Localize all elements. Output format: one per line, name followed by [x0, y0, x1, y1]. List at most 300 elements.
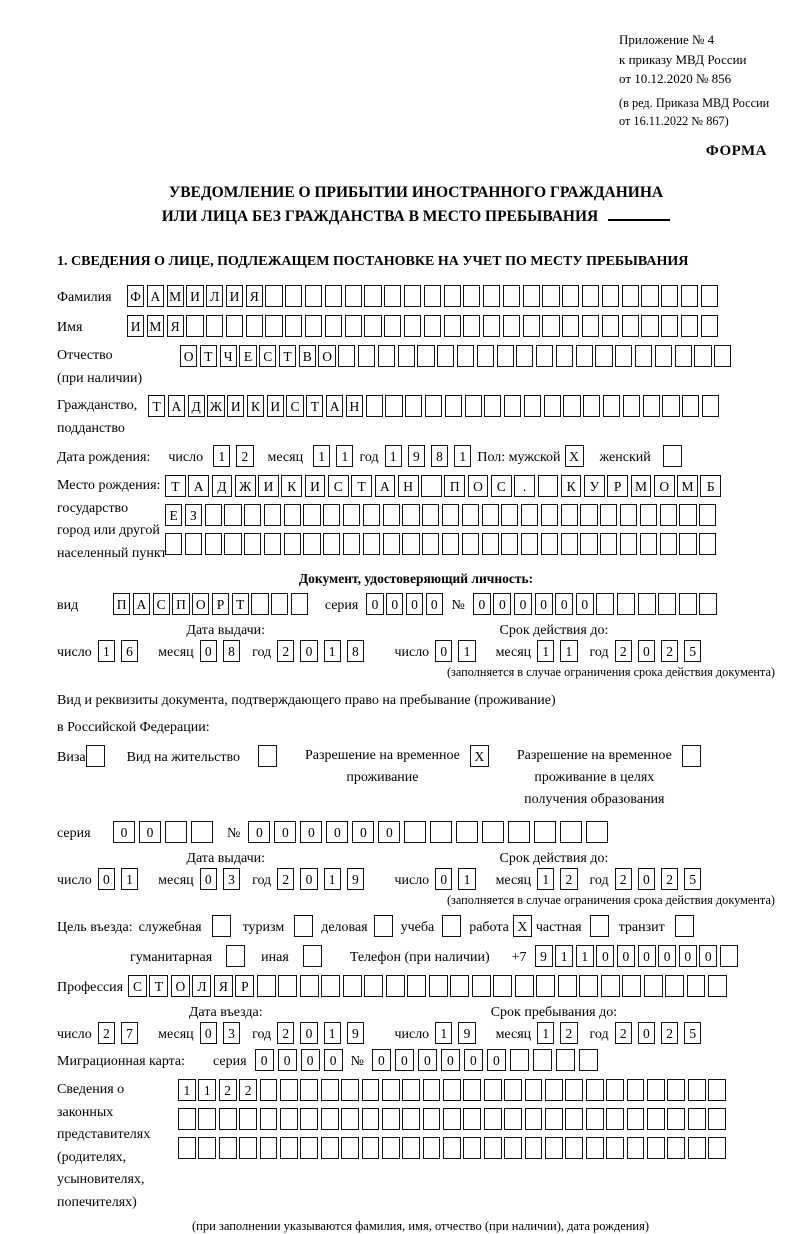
char-cell[interactable]: 0 — [248, 821, 270, 843]
char-cell[interactable] — [600, 504, 617, 526]
char-cell[interactable]: 0 — [366, 593, 383, 615]
char-cell[interactable]: Т — [165, 475, 186, 497]
char-cell[interactable] — [508, 821, 530, 843]
char-cell[interactable] — [338, 345, 355, 367]
char-cell[interactable] — [280, 1108, 298, 1130]
char-cell[interactable]: 1 — [213, 445, 230, 467]
char-cell[interactable] — [640, 533, 657, 555]
char-cell[interactable]: У — [584, 475, 605, 497]
char-cell[interactable]: 2 — [661, 640, 678, 662]
char-cell[interactable]: О — [468, 475, 489, 497]
char-cell[interactable] — [224, 533, 241, 555]
char-cell[interactable]: 9 — [347, 1022, 364, 1044]
char-cell[interactable] — [694, 345, 711, 367]
char-cell[interactable] — [580, 533, 597, 555]
char-cell[interactable] — [465, 395, 482, 417]
char-cell[interactable] — [483, 315, 500, 337]
rvp-education-checkbox[interactable] — [682, 745, 701, 767]
char-cell[interactable]: 2 — [277, 868, 294, 890]
char-cell[interactable]: 1 — [537, 640, 554, 662]
char-cell[interactable] — [484, 395, 501, 417]
char-cell[interactable] — [504, 1108, 522, 1130]
char-cell[interactable] — [562, 315, 579, 337]
char-cell[interactable] — [615, 345, 632, 367]
char-cell[interactable] — [457, 345, 474, 367]
char-cell[interactable]: 3 — [223, 868, 240, 890]
char-cell[interactable]: 2 — [615, 868, 632, 890]
char-cell[interactable] — [364, 975, 383, 997]
char-cell[interactable]: 0 — [300, 868, 317, 890]
char-cell[interactable]: А — [375, 475, 396, 497]
char-cell[interactable] — [384, 315, 401, 337]
char-cell[interactable]: И — [227, 395, 244, 417]
char-cell[interactable] — [291, 593, 308, 615]
char-cell[interactable] — [638, 593, 656, 615]
char-cell[interactable]: Ч — [220, 345, 237, 367]
char-cell[interactable] — [244, 504, 261, 526]
char-cell[interactable] — [579, 1049, 598, 1071]
char-cell[interactable] — [404, 285, 421, 307]
purpose-humanitarian-checkbox[interactable] — [226, 945, 245, 967]
char-cell[interactable] — [264, 533, 281, 555]
char-cell[interactable] — [244, 533, 261, 555]
char-cell[interactable] — [463, 1137, 481, 1159]
purpose-tourism-checkbox[interactable] — [294, 915, 313, 937]
char-cell[interactable] — [219, 1108, 237, 1130]
char-cell[interactable] — [206, 315, 223, 337]
char-cell[interactable] — [300, 1079, 318, 1101]
char-cell[interactable] — [482, 533, 499, 555]
char-cell[interactable] — [442, 533, 459, 555]
char-cell[interactable]: 1 — [198, 1079, 216, 1101]
char-cell[interactable]: 1 — [336, 445, 353, 467]
char-cell[interactable]: 1 — [178, 1079, 196, 1101]
char-cell[interactable]: К — [247, 395, 264, 417]
char-cell[interactable] — [264, 504, 281, 526]
char-cell[interactable] — [278, 975, 297, 997]
char-cell[interactable]: . — [514, 475, 535, 497]
char-cell[interactable]: 0 — [300, 821, 322, 843]
char-cell[interactable]: 0 — [352, 821, 374, 843]
char-cell[interactable] — [662, 395, 679, 417]
char-cell[interactable] — [482, 821, 504, 843]
char-cell[interactable] — [398, 345, 415, 367]
char-cell[interactable]: С — [286, 395, 303, 417]
char-cell[interactable] — [503, 285, 520, 307]
char-cell[interactable]: 0 — [638, 868, 655, 890]
char-cell[interactable] — [246, 315, 263, 337]
char-cell[interactable]: 2 — [277, 1022, 294, 1044]
char-cell[interactable] — [661, 315, 678, 337]
char-cell[interactable] — [484, 1079, 502, 1101]
char-cell[interactable] — [260, 1137, 278, 1159]
char-cell[interactable] — [681, 285, 698, 307]
char-cell[interactable] — [556, 1049, 575, 1071]
char-cell[interactable] — [658, 593, 676, 615]
char-cell[interactable]: 2 — [661, 868, 678, 890]
char-cell[interactable]: Н — [398, 475, 419, 497]
char-cell[interactable] — [667, 1108, 685, 1130]
char-cell[interactable] — [647, 1079, 665, 1101]
char-cell[interactable]: К — [281, 475, 302, 497]
char-cell[interactable] — [635, 345, 652, 367]
char-cell[interactable]: 0 — [638, 945, 656, 967]
char-cell[interactable] — [477, 345, 494, 367]
char-cell[interactable] — [586, 1137, 604, 1159]
char-cell[interactable] — [665, 975, 684, 997]
char-cell[interactable]: 0 — [426, 593, 443, 615]
char-cell[interactable] — [484, 1108, 502, 1130]
char-cell[interactable]: Я — [214, 975, 233, 997]
char-cell[interactable] — [205, 504, 222, 526]
char-cell[interactable] — [384, 285, 401, 307]
char-cell[interactable]: 0 — [418, 1049, 437, 1071]
char-cell[interactable]: 0 — [300, 640, 317, 662]
char-cell[interactable] — [343, 533, 360, 555]
char-cell[interactable] — [627, 1079, 645, 1101]
char-cell[interactable] — [544, 395, 561, 417]
char-cell[interactable]: М — [167, 285, 184, 307]
char-cell[interactable]: О — [318, 345, 335, 367]
char-cell[interactable] — [525, 1079, 543, 1101]
char-cell[interactable] — [364, 285, 381, 307]
char-cell[interactable]: 8 — [347, 640, 364, 662]
char-cell[interactable]: Т — [200, 345, 217, 367]
char-cell[interactable]: 2 — [236, 445, 253, 467]
char-cell[interactable] — [643, 395, 660, 417]
char-cell[interactable] — [358, 345, 375, 367]
char-cell[interactable] — [641, 285, 658, 307]
char-cell[interactable]: 2 — [98, 1022, 115, 1044]
char-cell[interactable] — [620, 533, 637, 555]
char-cell[interactable]: А — [133, 593, 150, 615]
char-cell[interactable]: 0 — [255, 1049, 274, 1071]
char-cell[interactable]: И — [127, 315, 144, 337]
char-cell[interactable]: 0 — [200, 640, 217, 662]
char-cell[interactable] — [701, 315, 718, 337]
purpose-private-checkbox[interactable] — [590, 915, 609, 937]
char-cell[interactable]: М — [631, 475, 652, 497]
char-cell[interactable] — [565, 1108, 583, 1130]
char-cell[interactable]: 0 — [301, 1049, 320, 1071]
char-cell[interactable]: П — [113, 593, 130, 615]
char-cell[interactable]: 2 — [219, 1079, 237, 1101]
char-cell[interactable] — [667, 1079, 685, 1101]
char-cell[interactable]: А — [326, 395, 343, 417]
char-cell[interactable]: Н — [346, 395, 363, 417]
char-cell[interactable]: 8 — [223, 640, 240, 662]
char-cell[interactable] — [647, 1137, 665, 1159]
char-cell[interactable] — [582, 315, 599, 337]
char-cell[interactable] — [265, 285, 282, 307]
char-cell[interactable] — [681, 315, 698, 337]
char-cell[interactable] — [260, 1079, 278, 1101]
char-cell[interactable] — [622, 315, 639, 337]
char-cell[interactable]: 0 — [98, 868, 115, 890]
char-cell[interactable] — [679, 533, 696, 555]
rvp-checkbox[interactable]: X — [470, 745, 489, 767]
char-cell[interactable] — [385, 395, 402, 417]
char-cell[interactable] — [606, 1079, 624, 1101]
char-cell[interactable] — [545, 1137, 563, 1159]
char-cell[interactable]: З — [185, 504, 202, 526]
char-cell[interactable] — [516, 345, 533, 367]
char-cell[interactable] — [525, 1108, 543, 1130]
char-cell[interactable] — [560, 821, 582, 843]
char-cell[interactable]: А — [188, 475, 209, 497]
char-cell[interactable]: М — [147, 315, 164, 337]
char-cell[interactable] — [423, 1137, 441, 1159]
char-cell[interactable]: С — [259, 345, 276, 367]
char-cell[interactable] — [363, 504, 380, 526]
char-cell[interactable] — [443, 1108, 461, 1130]
purpose-study-checkbox[interactable] — [442, 915, 461, 937]
char-cell[interactable] — [708, 1137, 726, 1159]
char-cell[interactable] — [402, 504, 419, 526]
char-cell[interactable]: Т — [351, 475, 372, 497]
char-cell[interactable]: 2 — [239, 1079, 257, 1101]
char-cell[interactable] — [596, 593, 614, 615]
char-cell[interactable] — [280, 1079, 298, 1101]
char-cell[interactable] — [497, 345, 514, 367]
char-cell[interactable]: 1 — [458, 640, 475, 662]
char-cell[interactable] — [606, 1108, 624, 1130]
char-cell[interactable] — [321, 1137, 339, 1159]
char-cell[interactable] — [463, 285, 480, 307]
char-cell[interactable] — [679, 593, 697, 615]
char-cell[interactable] — [303, 533, 320, 555]
char-cell[interactable] — [699, 593, 717, 615]
char-cell[interactable]: 0 — [378, 821, 400, 843]
char-cell[interactable]: 9 — [347, 868, 364, 890]
char-cell[interactable] — [323, 533, 340, 555]
char-cell[interactable] — [627, 1137, 645, 1159]
char-cell[interactable]: Л — [206, 285, 223, 307]
char-cell[interactable] — [583, 395, 600, 417]
char-cell[interactable] — [462, 533, 479, 555]
char-cell[interactable]: 1 — [458, 868, 475, 890]
char-cell[interactable]: 0 — [406, 593, 423, 615]
char-cell[interactable] — [443, 1137, 461, 1159]
char-cell[interactable] — [504, 1079, 522, 1101]
char-cell[interactable] — [524, 395, 541, 417]
char-cell[interactable] — [622, 975, 641, 997]
char-cell[interactable] — [422, 533, 439, 555]
char-cell[interactable]: Е — [165, 504, 182, 526]
char-cell[interactable] — [534, 821, 556, 843]
char-cell[interactable] — [483, 285, 500, 307]
char-cell[interactable] — [562, 285, 579, 307]
char-cell[interactable] — [542, 285, 559, 307]
char-cell[interactable] — [363, 533, 380, 555]
char-cell[interactable]: 2 — [560, 868, 577, 890]
char-cell[interactable]: 0 — [487, 1049, 506, 1071]
char-cell[interactable] — [362, 1137, 380, 1159]
purpose-official-checkbox[interactable] — [212, 915, 231, 937]
char-cell[interactable] — [383, 533, 400, 555]
char-cell[interactable] — [525, 1137, 543, 1159]
char-cell[interactable] — [265, 315, 282, 337]
char-cell[interactable]: 0 — [372, 1049, 391, 1071]
char-cell[interactable]: 0 — [274, 821, 296, 843]
char-cell[interactable]: 0 — [324, 1049, 343, 1071]
char-cell[interactable] — [345, 285, 362, 307]
char-cell[interactable]: 1 — [555, 945, 573, 967]
char-cell[interactable] — [641, 315, 658, 337]
char-cell[interactable]: 3 — [223, 1022, 240, 1044]
char-cell[interactable] — [424, 315, 441, 337]
char-cell[interactable] — [305, 285, 322, 307]
char-cell[interactable] — [660, 533, 677, 555]
char-cell[interactable] — [257, 975, 276, 997]
char-cell[interactable] — [362, 1108, 380, 1130]
char-cell[interactable] — [345, 315, 362, 337]
char-cell[interactable]: Т — [306, 395, 323, 417]
char-cell[interactable] — [423, 1079, 441, 1101]
char-cell[interactable] — [271, 593, 288, 615]
char-cell[interactable] — [430, 821, 452, 843]
char-cell[interactable] — [343, 975, 362, 997]
char-cell[interactable]: А — [168, 395, 185, 417]
char-cell[interactable]: 0 — [699, 945, 717, 967]
char-cell[interactable] — [251, 593, 268, 615]
char-cell[interactable] — [586, 821, 608, 843]
char-cell[interactable] — [504, 395, 521, 417]
char-cell[interactable]: 2 — [615, 640, 632, 662]
char-cell[interactable]: Я — [246, 285, 263, 307]
visa-checkbox[interactable] — [86, 745, 105, 767]
char-cell[interactable]: Ж — [207, 395, 224, 417]
char-cell[interactable] — [627, 1108, 645, 1130]
char-cell[interactable] — [523, 285, 540, 307]
char-cell[interactable] — [536, 345, 553, 367]
char-cell[interactable] — [443, 1079, 461, 1101]
char-cell[interactable] — [280, 1137, 298, 1159]
char-cell[interactable]: Л — [192, 975, 211, 997]
char-cell[interactable] — [421, 475, 442, 497]
char-cell[interactable] — [565, 1079, 583, 1101]
char-cell[interactable]: 8 — [431, 445, 448, 467]
char-cell[interactable] — [661, 285, 678, 307]
char-cell[interactable]: И — [267, 395, 284, 417]
char-cell[interactable]: 0 — [596, 945, 614, 967]
char-cell[interactable] — [260, 1108, 278, 1130]
char-cell[interactable]: М — [677, 475, 698, 497]
char-cell[interactable]: 5 — [684, 640, 701, 662]
char-cell[interactable] — [407, 975, 426, 997]
char-cell[interactable]: П — [444, 475, 465, 497]
char-cell[interactable] — [378, 345, 395, 367]
char-cell[interactable] — [504, 1137, 522, 1159]
char-cell[interactable]: 1 — [98, 640, 115, 662]
char-cell[interactable] — [602, 285, 619, 307]
char-cell[interactable]: Р — [607, 475, 628, 497]
char-cell[interactable] — [198, 1137, 216, 1159]
char-cell[interactable]: Б — [700, 475, 721, 497]
char-cell[interactable] — [165, 821, 187, 843]
char-cell[interactable]: 9 — [408, 445, 425, 467]
char-cell[interactable]: 0 — [300, 1022, 317, 1044]
char-cell[interactable]: Ж — [235, 475, 256, 497]
char-cell[interactable]: 0 — [473, 593, 491, 615]
char-cell[interactable] — [456, 821, 478, 843]
char-cell[interactable] — [647, 1108, 665, 1130]
char-cell[interactable] — [484, 1137, 502, 1159]
char-cell[interactable] — [501, 504, 518, 526]
char-cell[interactable] — [714, 345, 731, 367]
char-cell[interactable] — [343, 504, 360, 526]
char-cell[interactable] — [224, 504, 241, 526]
char-cell[interactable] — [606, 1137, 624, 1159]
char-cell[interactable]: И — [305, 475, 326, 497]
char-cell[interactable] — [402, 1108, 420, 1130]
purpose-transit-checkbox[interactable] — [675, 915, 694, 937]
char-cell[interactable] — [708, 975, 727, 997]
char-cell[interactable] — [536, 975, 555, 997]
char-cell[interactable] — [219, 1137, 237, 1159]
char-cell[interactable] — [675, 345, 692, 367]
char-cell[interactable] — [417, 345, 434, 367]
char-cell[interactable] — [444, 315, 461, 337]
char-cell[interactable]: П — [172, 593, 189, 615]
char-cell[interactable] — [708, 1108, 726, 1130]
char-cell[interactable]: И — [226, 285, 243, 307]
char-cell[interactable]: 1 — [454, 445, 471, 467]
char-cell[interactable] — [404, 315, 421, 337]
char-cell[interactable] — [538, 475, 559, 497]
char-cell[interactable] — [226, 315, 243, 337]
char-cell[interactable]: 2 — [277, 640, 294, 662]
char-cell[interactable] — [191, 821, 213, 843]
char-cell[interactable]: 1 — [537, 868, 554, 890]
purpose-business-checkbox[interactable] — [374, 915, 393, 937]
char-cell[interactable] — [521, 533, 538, 555]
char-cell[interactable] — [402, 533, 419, 555]
char-cell[interactable]: 0 — [679, 945, 697, 967]
char-cell[interactable] — [541, 533, 558, 555]
char-cell[interactable]: В — [299, 345, 316, 367]
char-cell[interactable] — [655, 345, 672, 367]
char-cell[interactable] — [701, 285, 718, 307]
char-cell[interactable] — [382, 1108, 400, 1130]
char-cell[interactable] — [660, 504, 677, 526]
char-cell[interactable] — [321, 1108, 339, 1130]
char-cell[interactable]: 0 — [435, 640, 452, 662]
char-cell[interactable]: 0 — [535, 593, 553, 615]
char-cell[interactable]: 0 — [395, 1049, 414, 1071]
char-cell[interactable] — [382, 1079, 400, 1101]
char-cell[interactable] — [382, 1137, 400, 1159]
char-cell[interactable]: 0 — [493, 593, 511, 615]
char-cell[interactable] — [341, 1137, 359, 1159]
char-cell[interactable] — [586, 1079, 604, 1101]
char-cell[interactable] — [640, 504, 657, 526]
char-cell[interactable]: Т — [279, 345, 296, 367]
female-checkbox[interactable] — [663, 445, 682, 467]
char-cell[interactable] — [463, 315, 480, 337]
char-cell[interactable] — [305, 315, 322, 337]
char-cell[interactable] — [561, 504, 578, 526]
char-cell[interactable]: С — [491, 475, 512, 497]
char-cell[interactable] — [493, 975, 512, 997]
char-cell[interactable] — [186, 315, 203, 337]
char-cell[interactable]: И — [258, 475, 279, 497]
char-cell[interactable] — [503, 315, 520, 337]
char-cell[interactable] — [699, 533, 716, 555]
char-cell[interactable] — [405, 395, 422, 417]
char-cell[interactable] — [523, 315, 540, 337]
char-cell[interactable] — [178, 1108, 196, 1130]
